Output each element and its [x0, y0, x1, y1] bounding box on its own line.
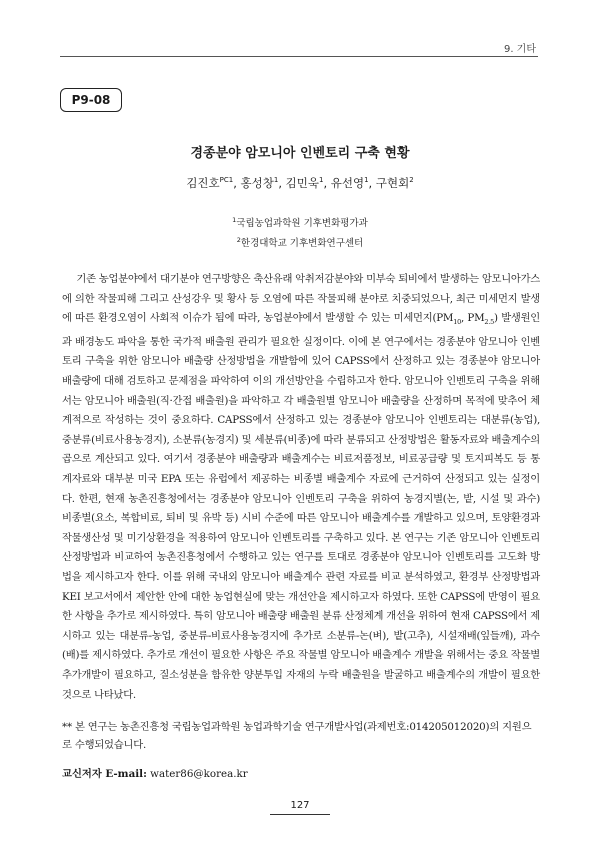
affiliation-line	[0, 232, 600, 252]
abstract-subscript: 10	[453, 318, 461, 327]
affiliation-line	[0, 212, 600, 232]
author-name: 홍성창	[240, 176, 274, 190]
affiliation-text: 한경대학교 기후변화연구센터	[240, 238, 364, 250]
abstract-body	[62, 270, 540, 705]
author-separator: ,	[368, 176, 376, 190]
abstract-subscript: 2.5	[484, 318, 494, 327]
abstract-text: 기존 농업분야에서 대기분야 연구방향은 축산유래 악취저감분야와 미부숙 퇴비에서 발생하는 암모니아가스에 의한 작물피해 그리고 산성강우 및 황사 등 오염에 따른 작물피해 분야로 치중되었으나, 최근 미세먼지 발생에 따른 환경오염이 사회적 이슈가 됨에 따라, 농업분야에서 발생할 수 있는 미세먼지(PM	[62, 273, 540, 325]
corresponding-email[interactable]: water86@korea.kr	[150, 768, 248, 780]
affiliation-text: 국립농업과학원 기후변화평가과	[236, 218, 368, 230]
author-name: 김민욱	[285, 176, 319, 190]
running-header: 9. 기타	[503, 44, 536, 55]
affiliation-number: 2	[236, 236, 241, 245]
author-affil-mark: 1	[273, 176, 279, 185]
author-name: 유선영	[330, 176, 365, 190]
author-separator: ,	[323, 176, 331, 190]
page-number: 127	[290, 800, 310, 811]
author-list	[0, 175, 600, 191]
affiliation-list	[0, 212, 600, 252]
author-affil-mark: PC1	[219, 176, 234, 185]
abstract-code-box: P9-08	[60, 88, 122, 112]
author-affil-mark: 1	[364, 176, 369, 185]
author-name: 김진호	[186, 176, 220, 190]
author-affil-mark: 2	[409, 176, 414, 185]
author-separator: ,	[278, 176, 286, 190]
corresponding-label: 교신저자 E-mail:	[62, 768, 147, 780]
paper-title: 경종분야 암모니아 인벤토리 구축 현황	[190, 146, 410, 161]
affiliation-number: 1	[232, 216, 237, 224]
author-name: 구현회	[375, 176, 410, 190]
author-affil-mark: 1	[318, 176, 324, 185]
abstract-text: , PM	[460, 312, 485, 325]
header-rule	[60, 56, 538, 57]
page-number-rule	[270, 814, 330, 815]
abstract-text: ) 발생원인과 배경농도 파악을 통한 국가적 배출원 관리가 필요한 실정이다. 이에 본 연구에서는 경종분야 암모니아 인벤토리 구축을 위한 암모니아 배출량 산정방법을 개발함에 있어 CAPSS에서 산정하고 있는 경종분야 암모니아 배출량에 대해 검토하고 문제점을 파악하여 이의 개선방안을 수립하고자 한다. 암모니아 인벤토리 구축을 위해서는 암모니아 배출원(직·간접 배출원)을 파악하고 각 배출원별 암모니아 배출량을 산정하며 목적에 맞추어 체계적으로 작성하는 것이 중요하다. CAPSS에서 산정하고 있는 경종분야 암모니아 인벤토리는 대분류(농업), 중분류(비료사용농경지), 소분류(농경지) 및 세분류(비종)에 따라 분류되고 산정방법은 활동자료와 배출계수의 곱으로 계산되고 있다. 여기서 경종분야 배출량과 배출계수는 비료저품정보, 비료공급량 및 토지피복도 등 통계자료와 대부분 미국 EPA 또는 유럽에서 제공하는 비종별 배출계수 자료에 근거하여 산정되고 있는 실정이다. 한편, 현재 농촌진흥청에서는 경종분야 암모니아 인벤토리 구축을 위하여 농경지별(논, 밭, 시설 및 과수) 비종별(요소, 복합비료, 퇴비 및 유박 등) 시비 수준에 따른 암모니아 배출계수를 개발하고 있으며, 토양환경과 작물생산성 및 미기상환경을 적용하여 암모니아 인벤토리를 구축하고 있다. 본 연구는 기존 암모니아 인벤토리 산정방법과 비교하여 농촌진흥청에서 수행하고 있는 연구를 토대로 경종분야 암모니아 인벤토리를 고도화 방법을 제시하고자 한다. 이를 위해 국내외 암모니아 배출계수 관련 자료를 비교 분석하였고, 환경부 산정방법과 KEI 보고서에서 제안한 안에 대한 농업현실에 맞는 개선안을 제시하고자 하였다. 또한 CAPSS에 반영이 필요한 사항을 추가로 제시하였다. 특히 암모니아 배출량 배출원 분류 산정체계 개선을 위하여 현재 CAPSS에서 제시하고 있는 대분류-농업, 중분류-비료사용농경지에 추가로 소분류-논(벼), 밭(고추), 시설재배(잎들깨), 과수(배)를 제시하였다. 추가로 개선이 필요한 사항은 주요 작물별 암모니아 배출계수 개발을 위해서는 중요 작물별 추가개발이 필요하고, 질소성분을 함유한 양분투입 자재의 누락 배출원을 발굴하고 배출계수의 개발이 필요한 것으로 나타났다.	[62, 312, 540, 701]
author-separator: ,	[233, 176, 241, 190]
funding-note: ** 본 연구는 농촌진흥청 국립농업과학원 농업과학기술 연구개발사업(과제번호:014205012020)의 지원으로 수행되었습니다.	[62, 721, 532, 751]
corresponding-author	[62, 765, 248, 780]
